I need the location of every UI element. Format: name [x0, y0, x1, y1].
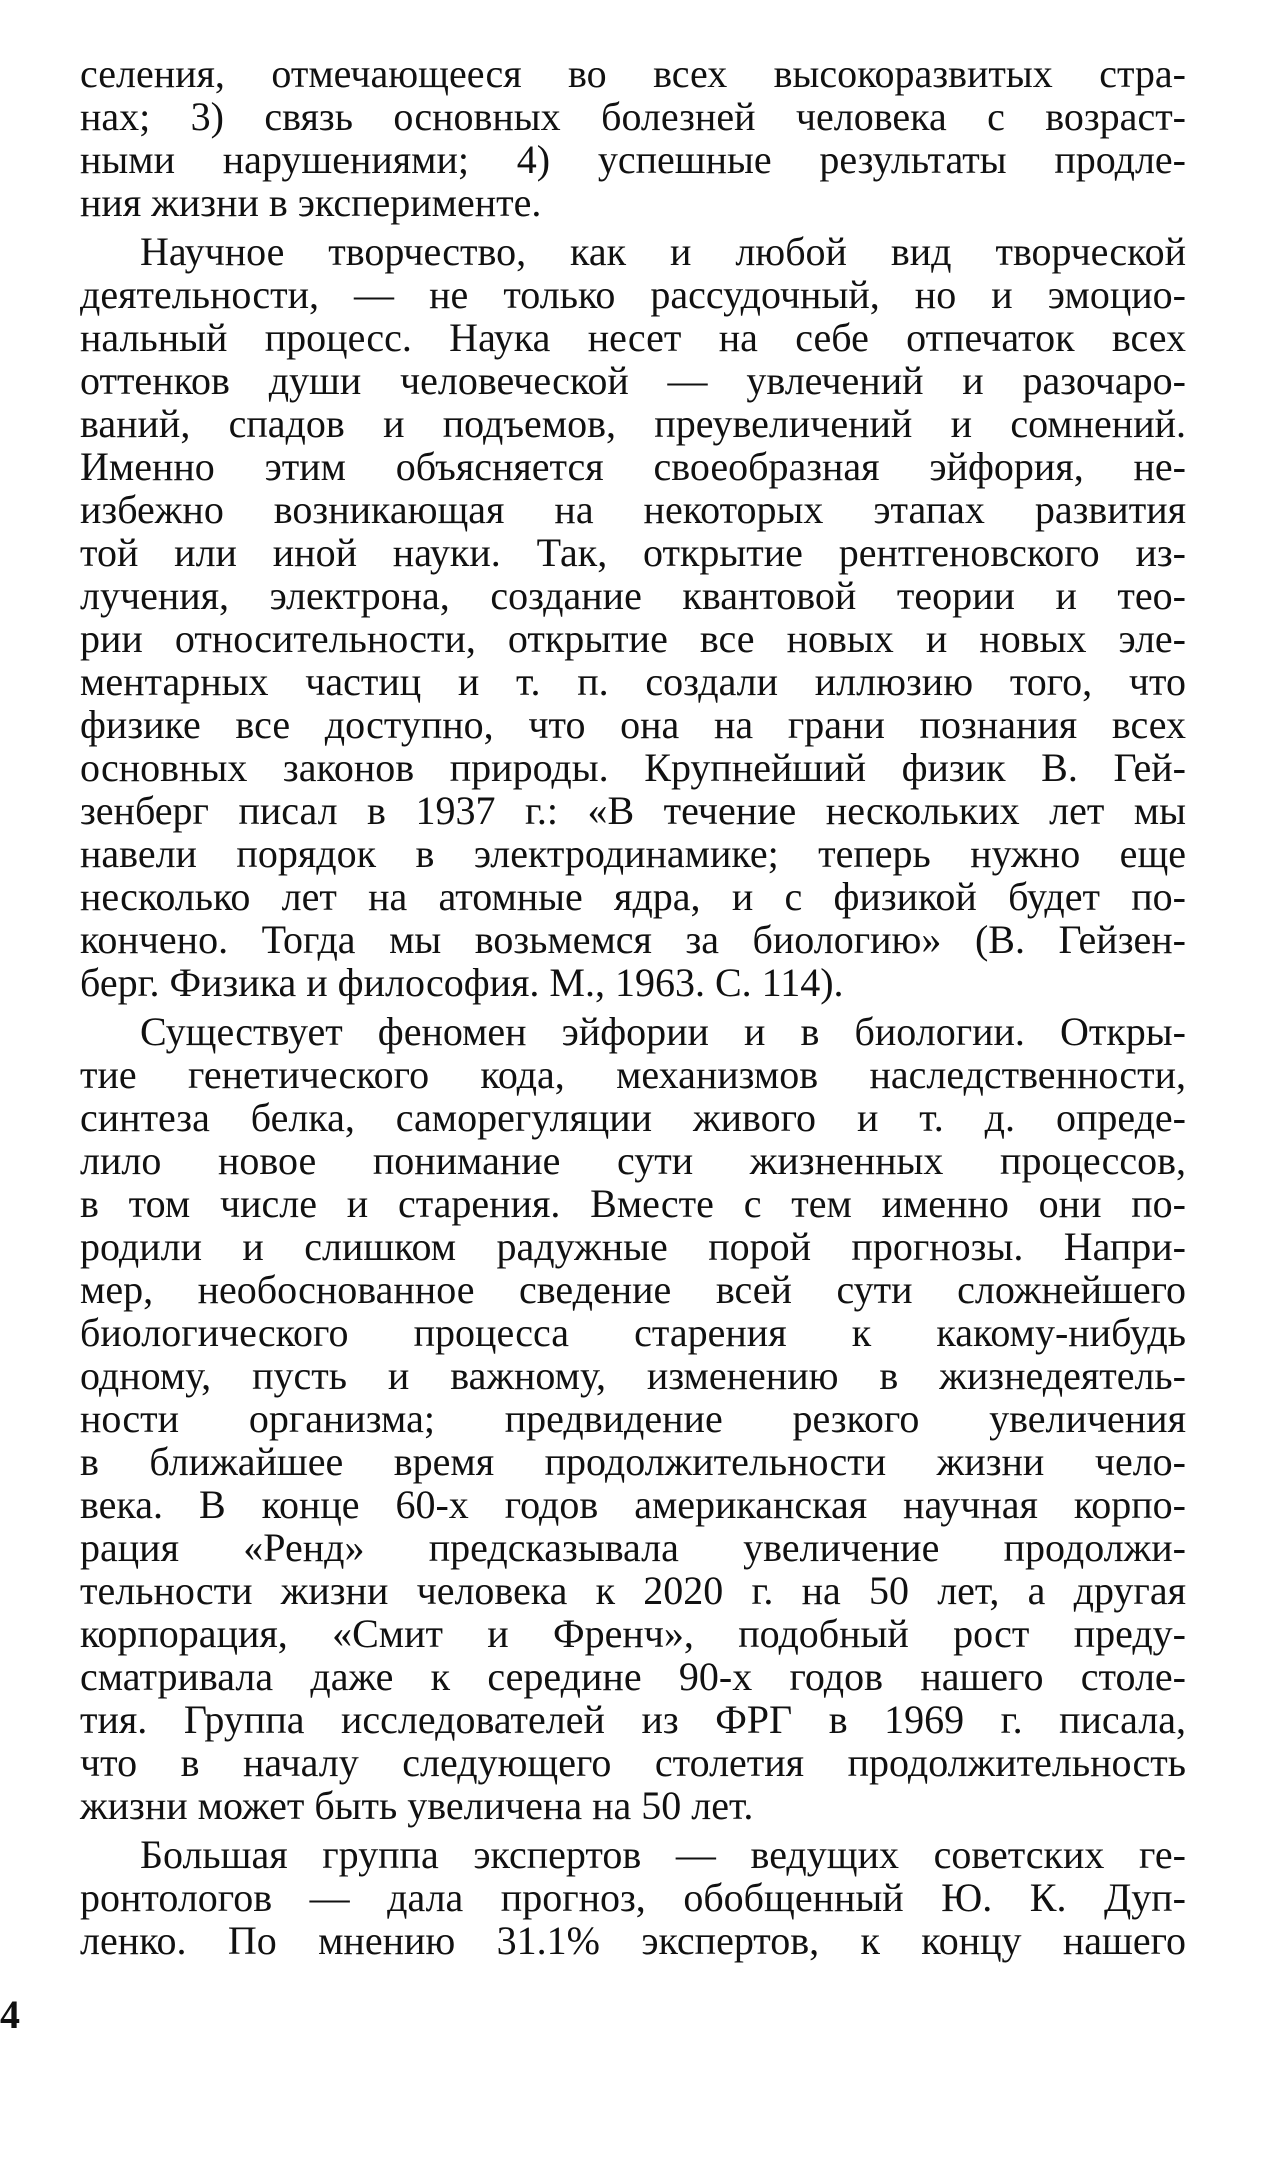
text-line: биологического процесса старения к какому-нибудь	[80, 1310, 1186, 1355]
text-line: кончено. Тогда мы возьмемся за биологию» (В. Гейзен-	[80, 917, 1186, 962]
text-line: тие генетического кода, механизмов наследственности,	[80, 1052, 1186, 1097]
text-line: в том числе и старения. Вместе с тем именно они по-	[80, 1181, 1186, 1226]
text-line: ными нарушениями; 4) успешные результаты продле-	[80, 137, 1186, 182]
text-line: той или иной науки. Так, открытие рентгеновского из-	[80, 530, 1186, 575]
text-line: ваний, спадов и подъемов, преувеличений и сомнений.	[80, 401, 1186, 446]
page-number: 4	[0, 1992, 20, 2037]
text-line: рии относительности, открытие все новых и новых эле-	[80, 616, 1186, 661]
text-line: ния жизни в эксперименте.	[80, 180, 542, 225]
text-line: ментарных частиц и т. п. создали иллюзию того, что	[80, 659, 1186, 704]
text-line: ленко. По мнению 31.1% экспертов, к концу нашего	[80, 1918, 1186, 1963]
text-line: Именно этим объясняется своеобразная эйфория, не-	[80, 444, 1186, 489]
text-line: несколько лет на атомные ядра, и с физикой будет по-	[80, 874, 1186, 919]
text-line: зенберг писал в 1937 г.: «В течение нескольких лет мы	[80, 788, 1186, 833]
text-line: жизни может быть увеличена на 50 лет.	[80, 1783, 754, 1828]
paragraph	[80, 52, 1186, 224]
text-line: тия. Группа исследователей из ФРГ в 1969 г. писала,	[80, 1697, 1186, 1742]
text-line: Существует феномен эйфории и в биологии. Откры-	[140, 1009, 1186, 1054]
text-line: навели порядок в электродинамике; теперь нужно еще	[80, 831, 1186, 876]
text-line: селения, отмечающееся во всех высокоразвитых стра-	[80, 51, 1186, 96]
text-line: ронтологов — дала прогноз, обобщенный Ю. К. Дуп-	[80, 1875, 1186, 1920]
text-line: нальный процесс. Наука несет на себе отпечаток всех	[80, 315, 1186, 360]
text-line: лило новое понимание сути жизненных процессов,	[80, 1138, 1186, 1183]
text-line: в ближайшее время продолжительности жизни чело-	[80, 1439, 1186, 1484]
text-line: Большая группа экспертов — ведущих советских ге-	[140, 1832, 1186, 1877]
text-line: века. В конце 60-х годов американская научная корпо-	[80, 1482, 1186, 1527]
text-line: лучения, электрона, создание квантовой теории и тео-	[80, 573, 1186, 618]
text-line: что в началу следующего столетия продолжительность	[80, 1740, 1186, 1785]
text-line: избежно возникающая на некоторых этапах развития	[80, 487, 1186, 532]
text-line: деятельности, — не только рассудочный, но и эмоцио-	[80, 272, 1186, 317]
text-line: родили и слишком радужные порой прогнозы. Напри-	[80, 1224, 1186, 1269]
text-line: нах; 3) связь основных болезней человека с возраст-	[80, 94, 1186, 139]
page-text-body	[80, 52, 1186, 1962]
paragraph	[80, 230, 1186, 1004]
text-line: синтеза белка, саморегуляции живого и т. д. опреде-	[80, 1095, 1186, 1140]
text-line: корпорация, «Смит и Френч», подобный рост преду-	[80, 1611, 1186, 1656]
text-line: основных законов природы. Крупнейший физик В. Гей-	[80, 745, 1186, 790]
book-page	[80, 52, 1186, 2132]
text-line: рация «Ренд» предсказывала увеличение продолжи-	[80, 1525, 1186, 1570]
text-line: мер, необоснованное сведение всей сути сложнейшего	[80, 1267, 1186, 1312]
text-line: одному, пусть и важному, изменению в жизнедеятель-	[80, 1353, 1186, 1398]
paragraph	[80, 1010, 1186, 1827]
text-line: ности организма; предвидение резкого увеличения	[80, 1396, 1186, 1441]
text-line: тельности жизни человека к 2020 г. на 50 лет, а другая	[80, 1568, 1186, 1613]
text-line: оттенков души человеческой — увлечений и разочаро-	[80, 358, 1186, 403]
text-line: Научное творчество, как и любой вид творческой	[140, 229, 1186, 274]
text-line: физике все доступно, что она на грани познания всех	[80, 702, 1186, 747]
text-line: сматривала даже к середине 90-х годов нашего столе-	[80, 1654, 1186, 1699]
text-line: берг. Физика и философия. М., 1963. С. 114).	[80, 960, 844, 1005]
paragraph	[80, 1833, 1186, 1962]
